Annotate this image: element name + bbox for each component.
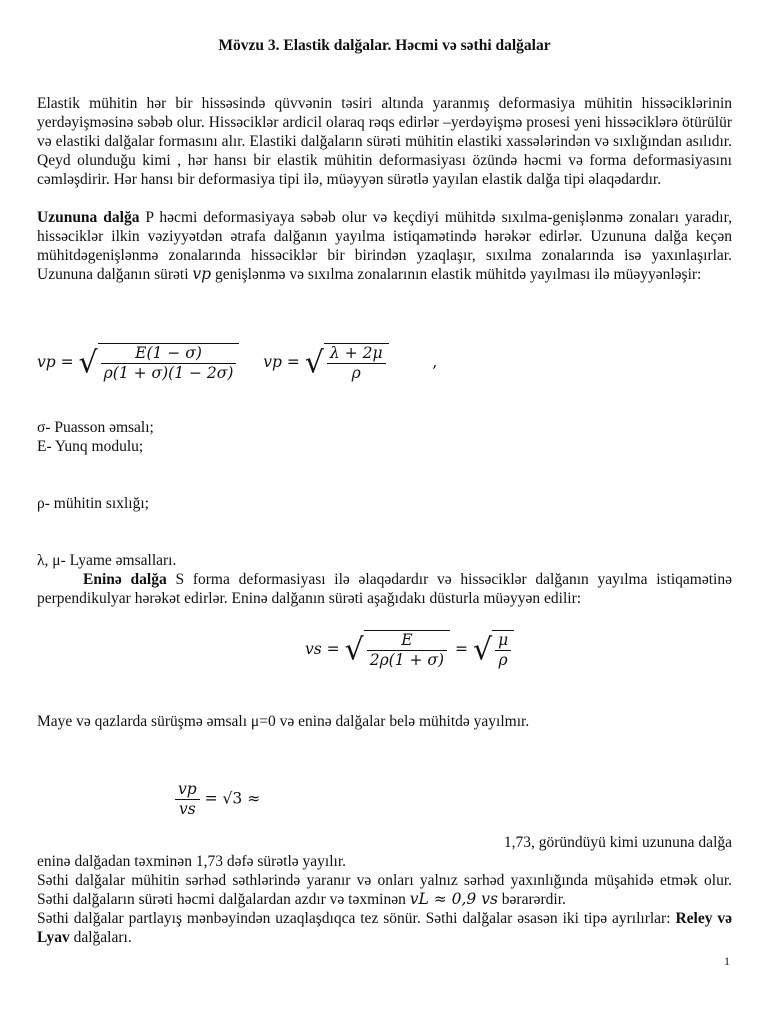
formula-vs-sqrt-2: √ $\frac{\mu}{\rho}$: [473, 630, 514, 670]
document-title: Mövzu 3. Elastik dalğalar. Həcmi və səthi dalğalar: [218, 37, 551, 54]
formula-vs-numerator: E: [367, 631, 447, 651]
surface-wave-types: Reley və Lyav: [37, 910, 732, 946]
surface-text-2: Səthi dalğalar partlayış mənbəyindən uzaqlaşdıqca tez sönür. Səthi dalğalar əsasən iki tipə ayrılırlar:: [37, 910, 676, 927]
transverse-text: S forma deformasiyası ilə əlaqədardır və hissəciklər dalğanın yayılma istiqamətinə perpendikulyar hərəkət edirlər. Eninə dalğanın sürəti aşağıdakı düsturla müəyyən edilir:: [37, 571, 732, 607]
intro-paragraph: Elastik mühitin hər bir hissəsində qüvvənin təsiri altında yaranmış deformasiya mühitin hissəciklərinin yerdəyişməsinə səbəb olur. Hissəciklər ardicil olaraq rəqs edirlər –yerdəyişmə prosesi yeni hissəciklərə ötürülür və elastiki dalğalar formasını alır. Elastiki dalğaların sürəti mühitin elastiki xassələrindən və sıxlığından asılıdır. Qeyd olunduğu kimi , hər hansı bir elastik mühitin deformasiyası özündə həcmi və forma deformasiyasını cəmləşdirir. Hər hansı bir deformasiya tipi ilə, müəyyən sürətlə yayılan elastik dalğa tipi əlaqədardır.: [37, 95, 732, 188]
surface-paragraph-2: [37, 909, 732, 947]
formula-vs-sqrt-1: √ $\frac{E}{2\rho(1 + \sigma)}$: [345, 630, 450, 670]
ratio-numerator: vp: [175, 780, 200, 800]
transverse-term: Eninə dalğa: [83, 571, 167, 588]
surface-text-1: Səthi dalğalar mühitin sərhəd səthlərində yaranır və onları yalnız sərhəd yaxınlığında müşahidə etmək olur. Səthi dalğaların sürəti həcmi dalğalardan azdır və təxminən: [37, 872, 732, 908]
definition-sigma: σ- Puasson əmsalı;: [37, 419, 154, 436]
formula-vp-sqrt-2: √ $\frac{\lambda + 2\mu}{\rho}$: [305, 343, 389, 383]
formula-vp-numerator-1: E(1 − σ): [101, 344, 237, 364]
surface-text-2-end: dalğaları.: [69, 929, 132, 946]
page-number: 1: [724, 954, 730, 968]
formula-vp-trailing-comma: ,: [432, 353, 438, 371]
formula-ratio: [175, 780, 260, 819]
longitudinal-text-before: P həcmi deformasiyaya səbəb olur və keçdiyi mühitdə sıxılma-genişlənmə zonaları yaradır, hissəciklər ilkin vəziyyətdən ətrafa dalğanın yayılma istiqamətində hərəkər edirlər. Uzununa dalğa keçən mühitdəgenişlənmə zonalarında hissəciklər bir birindən yzaqlaşır, sıxılma zonalarında isə yaxınlaşırlar. Uzununa dalğanın sürəti: [37, 209, 732, 283]
formula-vs-equals: =: [455, 640, 468, 658]
surface-formula: vL ≈ 0,9 vs: [409, 890, 498, 908]
vp-symbol: vp: [192, 265, 212, 283]
formula-vp-sqrt-1: √ $\frac{E(1 - \sigma)}{\rho(1 + \sigma)(1 - 2\sigma)}$: [79, 343, 240, 383]
longitudinal-paragraph: [37, 208, 732, 284]
ratio-text-next: eninə dalğadan təxminən 1,73 dəfə sürətlə yayılır.: [37, 853, 347, 870]
surface-paragraph-1: [37, 871, 732, 909]
liquids-sentence: Maye və qazlarda sürüşmə əmsalı μ=0 və eninə dalğalar belə mühitdə yayılmır.: [37, 713, 530, 730]
formula-vs-numerator-2: μ: [495, 631, 511, 651]
definition-rho: ρ- mühitin sıxlığı;: [37, 495, 149, 512]
formula-vs-denominator-2: ρ: [498, 651, 508, 669]
surface-text-1-end: bərarərdir.: [497, 891, 566, 908]
formula-vs-lhs: vs =: [305, 640, 340, 658]
longitudinal-text-after: genişlənmə və sıxılma zonalarının elastik mühitdə yayılması ilə müəyyənləşir:: [211, 266, 702, 283]
definition-e: E- Yunq modulu;: [37, 438, 144, 455]
formula-vp: [37, 343, 732, 383]
formula-vp-lhs-2: vp =: [263, 353, 300, 371]
ratio-rhs: = √3 ≈: [204, 789, 261, 808]
definition-lambda-mu: λ, μ- Lyame əmsalları.: [37, 552, 177, 569]
formula-vs: [305, 630, 514, 670]
formula-vp-numerator-2: λ + 2μ: [327, 344, 386, 364]
ratio-text-right: 1,73, göründüyü kimi uzununa dalğa: [503, 834, 732, 851]
transverse-paragraph: [37, 570, 732, 608]
formula-vp-denominator-2: ρ: [351, 364, 361, 382]
formula-vp-lhs: vp =: [37, 353, 74, 371]
formula-vs-denominator: 2ρ(1 + σ): [369, 651, 445, 669]
ratio-denominator: vs: [178, 800, 196, 818]
formula-vp-denominator-1: ρ(1 + σ)(1 − 2σ): [103, 364, 234, 382]
longitudinal-term: Uzununa dalğa: [37, 209, 140, 226]
